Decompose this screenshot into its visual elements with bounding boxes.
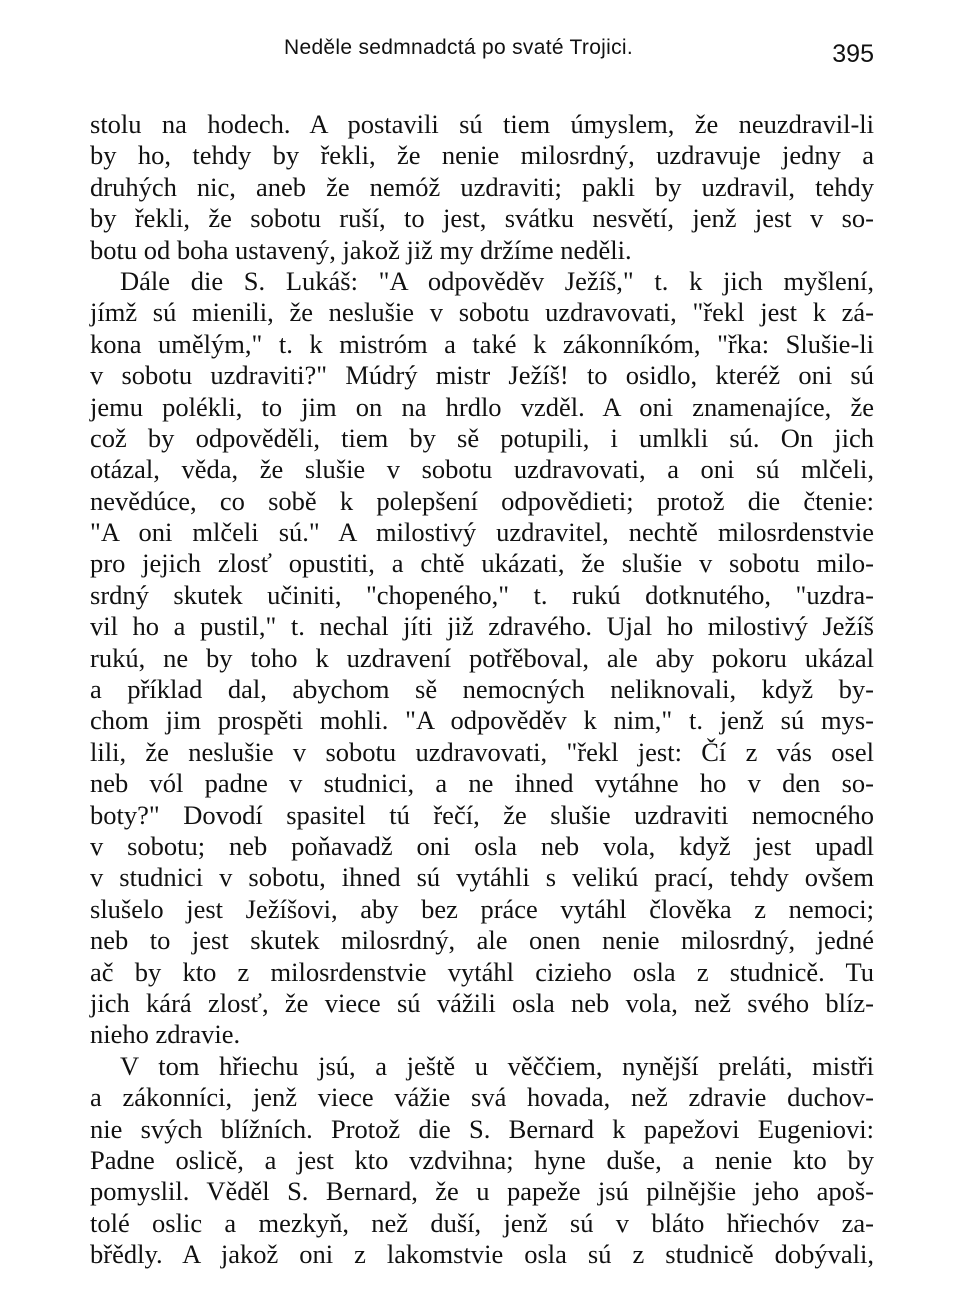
text-line: pomyslil. Věděl S. Bernard, že u papeže jsú pilnějšie jeho apoš- xyxy=(90,1176,874,1207)
text-line: otázal, věda, že slušie v sobotu uzdravovati, a oni sú mlčeli, xyxy=(90,454,874,485)
text-line: v studnici v sobotu, ihned sú vytáhli s velikú prací, tehdy ovšem xyxy=(90,862,874,893)
page-number: 395 xyxy=(832,40,874,68)
text-line: lili, že neslušie v sobotu uzdravovati, "řekl jest: Čí z vás osel xyxy=(90,736,874,767)
running-head xyxy=(90,36,874,76)
text-line: neb vól padne v studnici, a ne ihned vytáhne ho v den so- xyxy=(90,768,874,799)
running-title: Neděle sedmnadctá po svaté Trojici. xyxy=(284,36,634,59)
body-text xyxy=(90,109,874,1270)
text-line: botu od boha ustavený, jakož již my držíme neděli. xyxy=(90,234,632,265)
text-line: v sobotu; neb poňavadž oni osla neb vola, když jest upadl xyxy=(90,830,874,861)
text-line: pro jejich zlosť opustiti, a chtě ukázati, že slušie v sobotu milo- xyxy=(90,548,874,579)
text-line: Padne oslicě, a jest kto vzdvihna; hyne duše, a nenie kto by xyxy=(90,1144,874,1175)
text-line: slušelo jest Ježíšovi, aby bez práce vytáhl člověka z nemoci; xyxy=(90,893,874,924)
text-line: nie svých blížních. Protož die S. Bernard k papežovi Eugeniovi: xyxy=(90,1113,874,1144)
text-line: druhých nic, aneb že nemóž uzdraviti; pakli by uzdravil, tehdy xyxy=(90,171,874,202)
text-line: neb to jest skutek milosrdný, ale onen nenie milosrdný, jedné xyxy=(90,925,874,956)
text-line: v sobotu uzdraviti?" Múdrý mistr Ježíš! to osidlo, kteréž oni sú xyxy=(90,360,874,391)
text-line: kona umělým," t. k mistróm a také k zákonníkóm, "řka: Slušie-li xyxy=(90,328,874,359)
text-line: "A oni mlčeli sú." A milostivý uzdravitel, nechtě milosrdenstvie xyxy=(90,517,874,548)
text-line: břědly. A jakož oni z lakomstvie osla sú z studnicě dobývali, xyxy=(90,1239,874,1270)
text-line: Dále die S. Lukáš: "A odpověděv Ježíš," t. k jich myšlení, xyxy=(120,265,874,296)
text-line: V tom hřiechu jsú, a ještě u věččiem, nynější preláti, mistři xyxy=(120,1050,874,1081)
text-line: a příklad dal, abychom sě nemocných neliknovali, když by- xyxy=(90,674,874,705)
text-line: by řekli, že sobotu ruší, to jest, svátku nesvětí, jenž jest v so- xyxy=(90,203,874,234)
text-line: což by odpověděli, tiem by sě potupili, i umlkli sú. On jich xyxy=(90,422,874,453)
text-line: jich kárá zlosť, že viece sú vážili osla neb vola, než svého blíz- xyxy=(90,987,874,1018)
text-line: jemu polékli, to jim on na hrdlo vzděl. A oni znamenajíce, že xyxy=(90,391,874,422)
text-line: rukú, ne by toho k uzdravení potřěboval, ale aby pokoru ukázal xyxy=(90,642,874,673)
text-line: boty?" Dovodí spasitel tú řečí, že slušie uzdraviti nemocného xyxy=(90,799,874,830)
text-line: jímž sú mienili, že neslušie v sobotu uzdravovati, "řekl jest k zá- xyxy=(90,297,874,328)
text-line: a zákonníci, jenž viece vážie svá hovada, než zdravie duchov- xyxy=(90,1082,874,1113)
text-line: nevědúce, co sobě k polepšení odpovědieti; protož die čtenie: xyxy=(90,485,874,516)
text-line: nieho zdravie. xyxy=(90,1019,241,1050)
text-line: srdný skutek učiniti, "chopeného," t. rukú dotknutého, "uzdra- xyxy=(90,579,874,610)
text-line: ač by kto z milosrdenstvie vytáhl cizieho osla z studnicě. Tu xyxy=(90,956,874,987)
text-line: by ho, tehdy by řekli, že nenie milosrdný, uzdravuje jedny a xyxy=(90,140,874,171)
text-line: stolu na hodech. A postavili sú tiem úmyslem, že neuzdravil-li xyxy=(90,109,874,139)
text-line: vil ho a pustil," t. nechal jíti již zdravého. Ujal ho milostivý Ježíš xyxy=(90,611,874,642)
text-line: tolé oslic a mezkyň, než duší, jenž sú v bláto hřiechóv za- xyxy=(90,1207,874,1238)
text-line: chom jim prospěti mohli. "A odpověděv k nim," t. jenž sú mys- xyxy=(90,705,874,736)
